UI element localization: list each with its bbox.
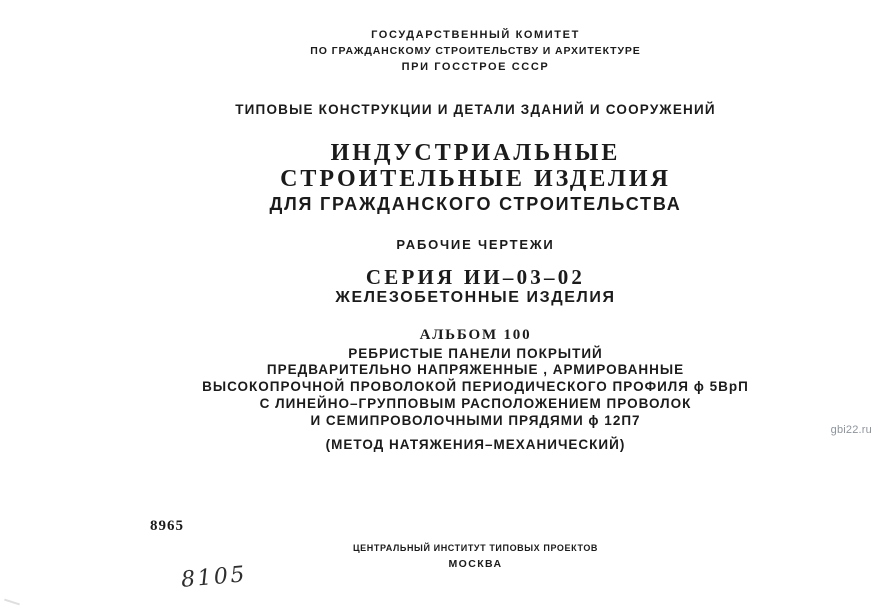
order-number: 8965 <box>150 518 184 534</box>
album-description-line3: ВЫСОКОПРОЧНОЙ ПРОВОЛОКОЙ ПЕРИОДИЧЕСКОГО ПРОФИЛЯ ϕ 5ВрП <box>202 379 749 394</box>
watermark: gbi22.ru <box>830 424 872 436</box>
committee-name-line1: ГОСУДАРСТВЕННЫЙ КОМИТЕТ <box>371 29 580 41</box>
publisher-name: ЦЕНТРАЛЬНЫЙ ИНСТИТУТ ТИПОВЫХ ПРОЕКТОВ <box>352 543 599 553</box>
main-title-line1: ИНДУСТРИАЛЬНЫЕ <box>330 140 621 166</box>
committee-name-line3: ПРИ ГОССТРОЕ СССР <box>401 61 550 73</box>
album-description-line2: ПРЕДВАРИТЕЛЬНО НАПРЯЖЕННЫЕ , АРМИРОВАННЫЕ <box>266 362 685 377</box>
album-description-line4: С ЛИНЕЙНО–ГРУППОВЫМ РАСПОЛОЖЕНИЕМ ПРОВОЛОК <box>259 396 692 411</box>
album-description-line1: РЕБРИСТЫЕ ПАНЕЛИ ПОКРЫТИЙ <box>348 346 603 361</box>
main-title-line3: ДЛЯ ГРАЖДАНСКОГО СТРОИТЕЛЬСТВА <box>269 194 682 214</box>
committee-name-line2: ПО ГРАЖДАНСКОМУ СТРОИТЕЛЬСТВУ И АРХИТЕКТУРЕ <box>310 45 641 57</box>
tensioning-method-note: (МЕТОД НАТЯЖЕНИЯ–МЕХАНИЧЕСКИЙ) <box>325 437 626 452</box>
album-description-line5: И СЕМИПРОВОЛОЧНЫМИ ПРЯДЯМИ ϕ 12П7 <box>310 413 641 428</box>
document-category: ТИПОВЫЕ КОНСТРУКЦИИ И ДЕТАЛИ ЗДАНИЙ И СООРУЖЕНИЙ <box>235 102 716 117</box>
scan-artifact-mark <box>4 599 20 606</box>
main-title-line2: СТРОИТЕЛЬНЫЕ ИЗДЕЛИЯ <box>280 166 671 192</box>
drawings-type-label: РАБОЧИЕ ЧЕРТЕЖИ <box>396 237 555 252</box>
series-subtitle: ЖЕЛЕЗОБЕТОННЫЕ ИЗДЕЛИЯ <box>335 289 616 306</box>
series-number: СЕРИЯ ИИ–03–02 <box>365 265 586 289</box>
publisher-city: МОСКВА <box>448 558 503 570</box>
handwritten-inventory-number: 8105 <box>180 562 248 593</box>
album-heading: АЛЬБОМ 100 <box>419 327 532 343</box>
